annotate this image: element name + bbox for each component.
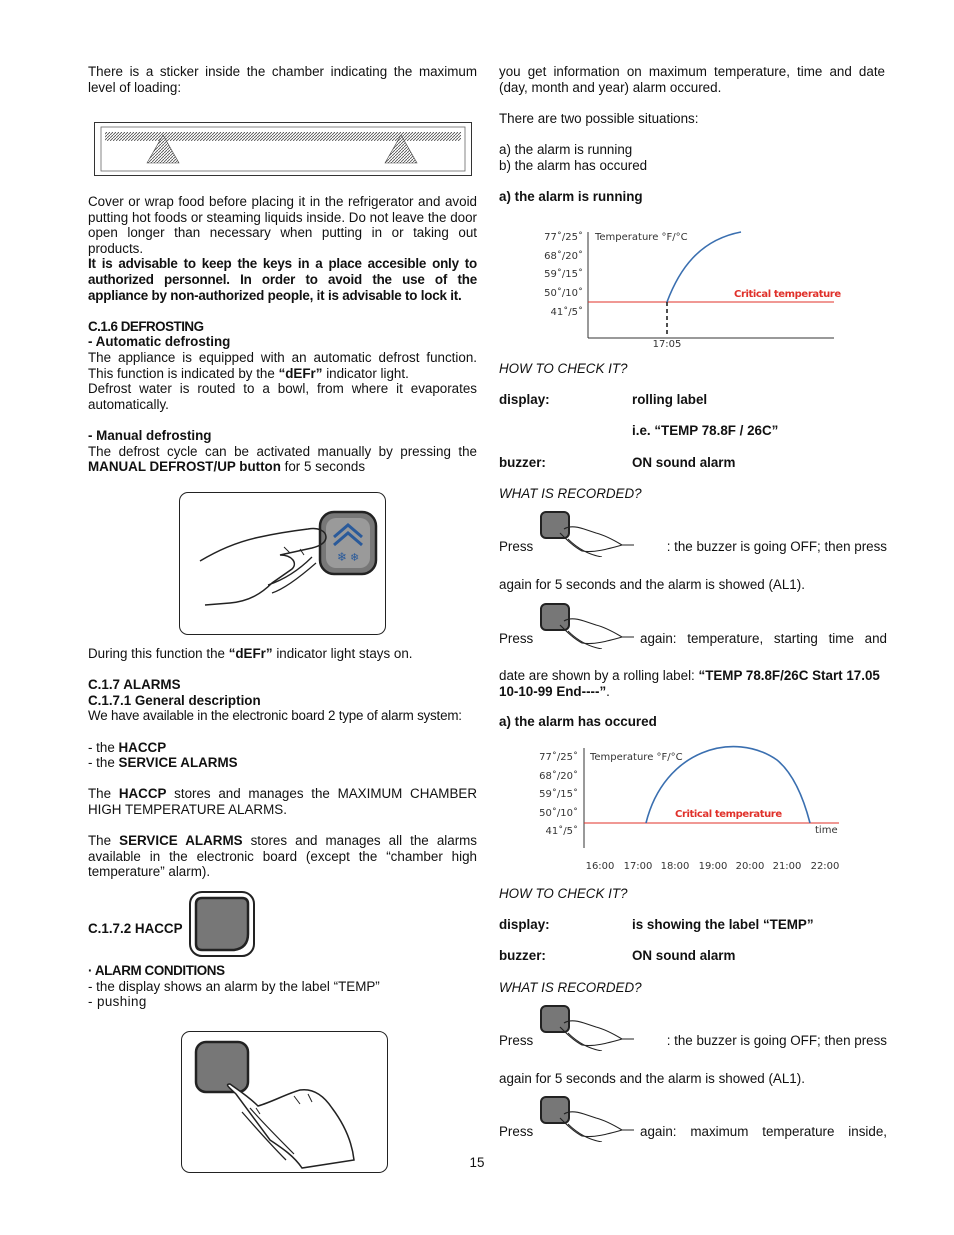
buzzer-value-2: ON sound alarm <box>632 948 736 964</box>
chart-alarm-running <box>499 220 885 355</box>
defrost-button-illustration <box>179 492 386 635</box>
critical-temperature-label: Critical temperature <box>734 289 841 300</box>
svg-text:❄: ❄ <box>337 550 348 564</box>
alarm-conditions <box>88 963 477 1010</box>
press-text-2: again: temperature, starting time and <box>640 631 887 646</box>
list-item-service-a: - the <box>88 755 119 771</box>
x-tick-label: 16:00 <box>585 861 615 872</box>
service-alarms-description <box>88 833 477 880</box>
display-value-1: rolling label <box>632 392 708 408</box>
situation-a: a) the alarm is running <box>499 141 633 157</box>
small-hand-finger-icon <box>568 631 602 649</box>
x-tick-label: 20:00 <box>735 861 765 872</box>
section-c16-title: C.1.6 DEFROSTING <box>88 318 204 334</box>
y-tick-label: 41˚/5˚ <box>550 307 583 318</box>
defr-stays-on-c: indicator light stays on. <box>272 646 413 661</box>
defr-stays-on-text <box>88 646 477 662</box>
x-tick-label: 21:00 <box>772 861 802 872</box>
alarm-condition-line1: - the display shows an alarm by the label “TEMP” <box>88 978 380 994</box>
rolling-label-example: “TEMP 78.8F/26C Start 17.05 10-10-99 End----” <box>499 668 880 699</box>
hand-pressing-defrost-icon <box>180 493 385 634</box>
defr-stays-on-b: “dEFr” <box>228 646 273 661</box>
auto-defrost-title: - Automatic defrosting <box>88 334 231 350</box>
chart-alarm-occured-svg <box>499 740 889 878</box>
sticker-intro: There is a sticker inside the chamber indicating the maximum level of loading: <box>88 64 477 95</box>
alarm-info-intro: you get information on maximum temperature, time and date (day, month and year) alarm occured. <box>499 64 885 95</box>
press-text-4: again: maximum temperature inside, <box>640 1124 887 1139</box>
small-hand-finger-icon <box>568 1124 602 1142</box>
small-button-icon <box>541 604 569 630</box>
press-cont-1: again for 5 seconds and the alarm is showed (AL1). <box>499 577 805 592</box>
press-word-4: Press <box>499 1124 534 1139</box>
right-check-2 <box>499 886 885 995</box>
y-tick-label: 68˚/20˚ <box>539 771 578 782</box>
y-tick-label: 59˚/15˚ <box>539 789 578 800</box>
situations-intro: There are two possible situations: <box>499 110 699 126</box>
list-item-service-alarms <box>88 755 477 771</box>
keys-advice: It is advisable to keep the keys in a place accesible only to authorized personnel. In order to avoid the use of the appliance by non-authorized people, it is advisable to lock it. <box>88 256 477 303</box>
service-desc-c: stores and manages all the alarms available in the electronic board (except the “chamber high temperature” alarm). <box>88 833 477 880</box>
press-word-1: Press <box>499 539 534 554</box>
alarm-conditions-title: · ALARM CONDITIONS <box>88 963 225 978</box>
what-is-recorded-2: WHAT IS RECORDED? <box>499 979 642 995</box>
alarm-types-intro: We have available in the electronic board 2 type of alarm system: <box>88 708 462 724</box>
press-cont-2c: . <box>606 683 610 699</box>
press-button-hand-icon-2 <box>538 601 638 653</box>
haccp-button-icon <box>188 890 256 962</box>
y-tick-label: 41˚/5˚ <box>545 826 578 837</box>
x-tick-label: 17:00 <box>623 861 653 872</box>
service-desc-b: SERVICE ALARMS <box>119 833 243 849</box>
defr-label: “dEFr” <box>278 365 323 381</box>
loading-level-sticker <box>94 122 472 176</box>
display-row-1b <box>499 423 885 439</box>
y-tick-label: 68˚/20˚ <box>544 251 583 262</box>
section-c172-title: C.1.7.2 HACCP <box>88 921 183 936</box>
press-cont-2 <box>499 668 889 699</box>
small-button-icon <box>541 1006 569 1032</box>
section-c17-title: C.1.7 ALARMS <box>88 677 181 693</box>
buzzer-row-2 <box>499 948 885 964</box>
press-word-2: Press <box>499 631 534 646</box>
small-hand-icon <box>560 527 634 552</box>
manual-defrost-text-a: The defrost cycle can be activated manually by pressing the <box>88 443 477 459</box>
small-hand-finger-icon <box>568 1033 602 1051</box>
defrost-water-text: Defrost water is routed to a bowl, from where it evaporates automatically. <box>88 381 477 412</box>
manual-defrost-title: - Manual defrosting <box>88 427 212 443</box>
haccp-desc-c: stores and manages the MAXIMUM CHAMBER HIGH TEMPERATURE ALARMS. <box>88 786 477 817</box>
list-item-haccp <box>88 740 477 756</box>
press-hand-graphic-2 <box>538 601 638 649</box>
y-tick-label: 59˚/15˚ <box>544 269 583 280</box>
svg-text:❄: ❄ <box>350 551 360 564</box>
list-item-service-b: SERVICE ALARMS <box>118 755 238 771</box>
list-item-haccp-a: - the <box>88 739 119 755</box>
left-column-alarms <box>88 646 477 880</box>
x-tick-label: 19:00 <box>698 861 728 872</box>
service-desc-a: The <box>88 833 120 849</box>
display-label-1: display: <box>499 392 550 408</box>
how-to-check-2: HOW TO CHECK IT? <box>499 886 628 901</box>
press-word-3: Press <box>499 1033 534 1048</box>
how-to-check-1: HOW TO CHECK IT? <box>499 361 628 376</box>
small-hand-icon <box>560 1021 634 1046</box>
press-cont-3: again for 5 seconds and the alarm is showed (AL1). <box>499 1071 805 1086</box>
y-tick-label: 77˚/25˚ <box>544 232 583 243</box>
small-button-icon <box>541 512 569 538</box>
haccp-press-illustration <box>181 1031 388 1173</box>
section-alarm-occured-title: a) the alarm has occured <box>499 714 657 729</box>
section-c171-title: C.1.7.1 General description <box>88 692 261 708</box>
press-hand-graphic-1 <box>538 509 638 557</box>
haccp-desc-b: HACCP <box>118 786 167 802</box>
auto-defrost-text-a: The appliance is equipped with an automatic defrost function. This function is indicated by the <box>88 349 477 381</box>
left-column-body <box>88 194 477 475</box>
chart-title: Temperature °F/°C <box>590 752 683 763</box>
what-is-recorded-1: WHAT IS RECORDED? <box>499 485 642 501</box>
haccp-desc-a: The <box>88 786 119 802</box>
auto-defrost-text <box>88 350 477 381</box>
buzzer-label-2: buzzer: <box>499 948 546 964</box>
spacer <box>499 423 632 439</box>
display-row-2 <box>499 917 885 933</box>
small-hand-icon <box>560 619 634 644</box>
display-value-2: is showing the label “TEMP” <box>632 917 814 933</box>
alarm-condition-line2: - pushing <box>88 994 147 1010</box>
list-item-haccp-b: HACCP <box>118 739 167 755</box>
defr-stays-on-a: During this function the <box>88 646 229 661</box>
section-alarm-running-title: a) the alarm is running <box>499 188 643 204</box>
situation-b: b) the alarm has occured <box>499 157 648 173</box>
food-advice: Cover or wrap food before placing it in the refrigerator and avoid putting hot foods or steaming liquids inside. Do not leave the door open longer than necessary when putting in or taking out products. <box>88 194 477 256</box>
press-cont-2a: date are shown by a rolling label: <box>499 668 699 683</box>
display-label-2: display: <box>499 917 550 933</box>
press-hand-graphic-3 <box>538 1003 638 1051</box>
press-button-hand-icon-3 <box>538 1003 638 1055</box>
manual-defrost-text <box>88 444 477 475</box>
sticker-graphic <box>95 123 471 175</box>
page-number: 15 <box>469 1155 485 1170</box>
hand-pressing-haccp-icon <box>182 1032 387 1172</box>
haccp-description <box>88 786 477 817</box>
auto-defrost-text-c: indicator light. <box>322 365 409 381</box>
small-hand-finger-icon <box>568 539 602 557</box>
right-column <box>499 64 885 204</box>
buzzer-label-1: buzzer: <box>499 454 546 470</box>
y-tick-label: 77˚/25˚ <box>539 752 578 763</box>
manual-defrost-button-label: MANUAL DEFROST/UP button <box>88 459 281 475</box>
press-hand-graphic-4 <box>538 1094 638 1142</box>
x-tick-label: 22:00 <box>810 861 840 872</box>
small-hand-icon <box>560 1112 634 1137</box>
haccp-button-graphic <box>188 890 256 958</box>
y-tick-label: 50˚/10˚ <box>539 808 578 819</box>
manual-defrost-text-c: for 5 seconds <box>280 459 366 475</box>
x-tick-label: 18:00 <box>660 861 690 872</box>
buzzer-value-1: ON sound alarm <box>632 454 736 470</box>
chart-title: Temperature °F/°C <box>595 232 688 243</box>
buzzer-row-1 <box>499 455 885 471</box>
press-button-hand-icon-1 <box>538 509 638 561</box>
chart-alarm-running-svg <box>499 220 885 355</box>
display-value-1b: i.e. “TEMP 78.8F / 26C” <box>632 423 779 439</box>
press-text-1: : the buzzer is going OFF; then press <box>666 539 887 554</box>
y-tick-label: 50˚/10˚ <box>544 288 583 299</box>
x-tick-label: 17:05 <box>652 339 682 350</box>
left-column <box>88 64 477 95</box>
press-text-3: : the buzzer is going OFF; then press <box>666 1033 887 1048</box>
chart-alarm-occured <box>499 740 889 878</box>
critical-temperature-label: Critical temperature <box>675 809 782 820</box>
x-axis-label: time <box>815 825 838 836</box>
right-check-1 <box>499 361 885 501</box>
display-row-1 <box>499 392 885 408</box>
small-button-icon <box>541 1097 569 1123</box>
press-button-hand-icon-4 <box>538 1094 638 1146</box>
